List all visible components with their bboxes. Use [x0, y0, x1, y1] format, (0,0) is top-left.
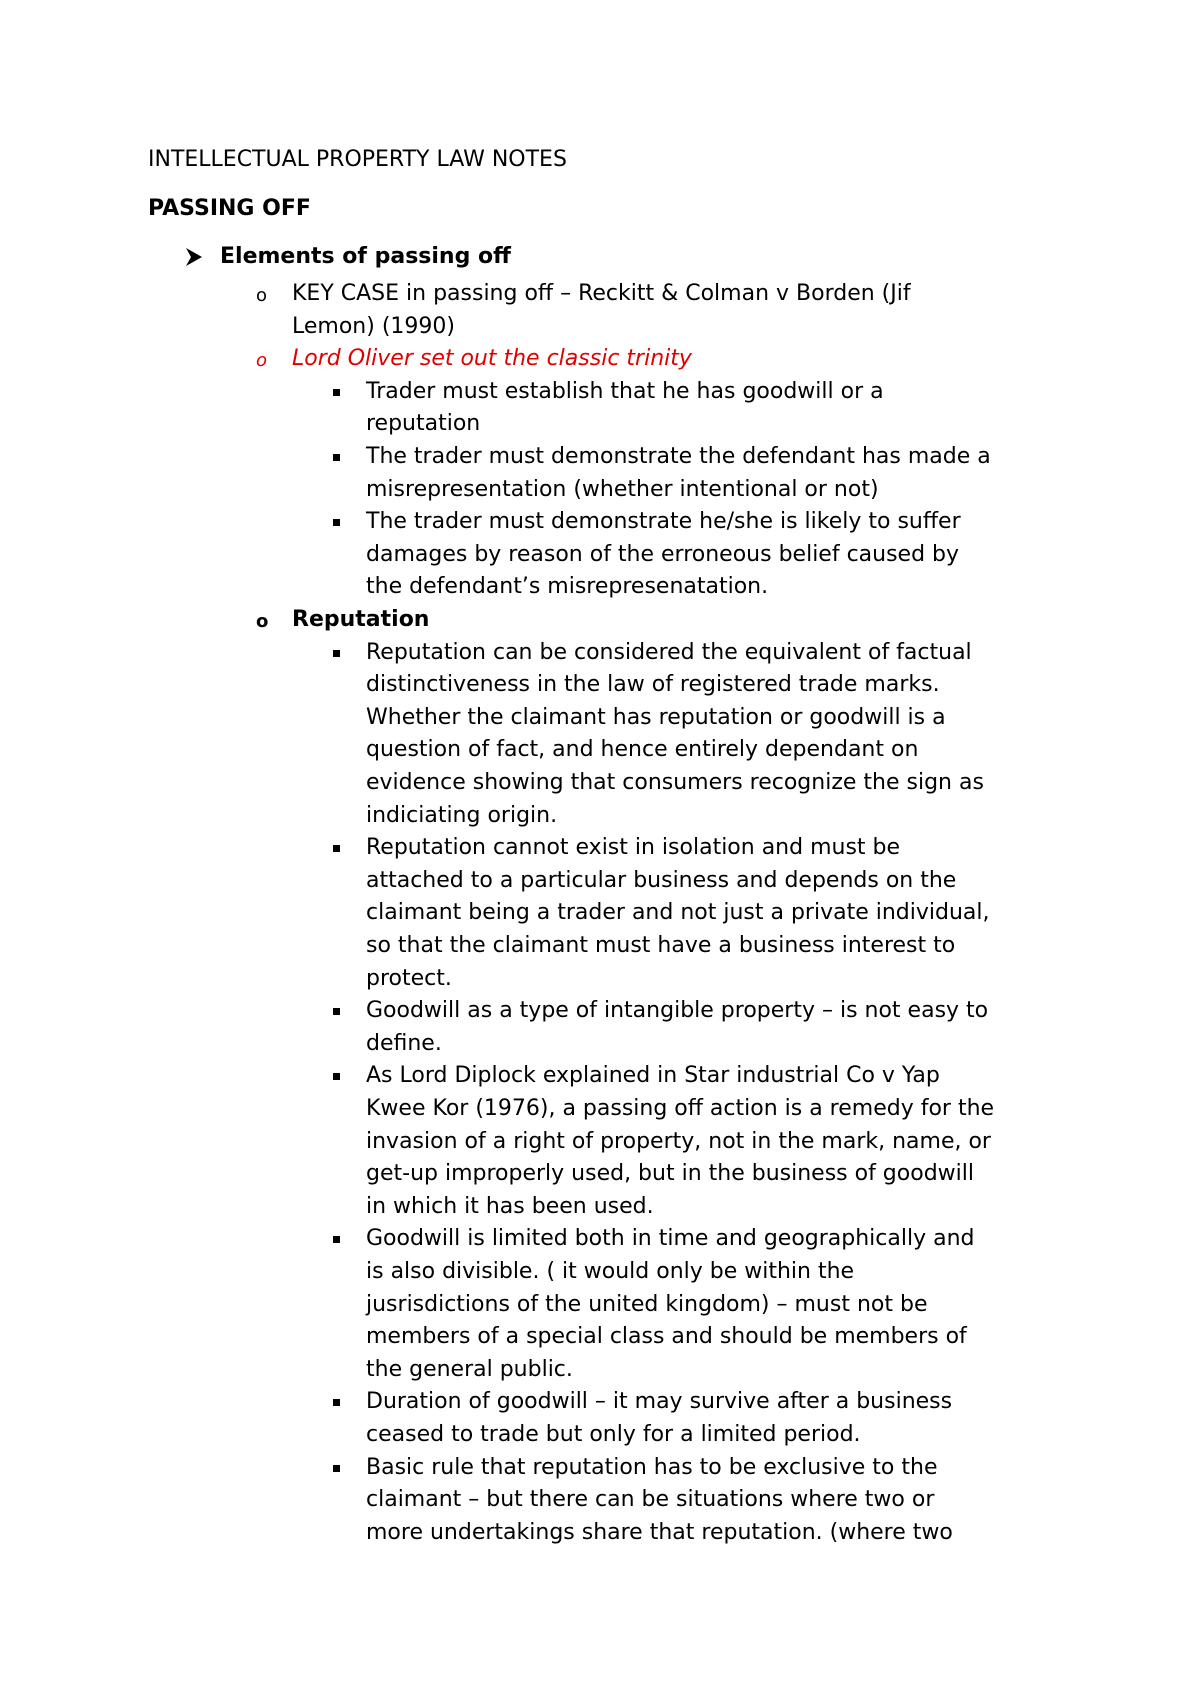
trinity-item-text: The trader must demonstrate the defendant has made a: [366, 444, 991, 469]
document-title: INTELLECTUAL PROPERTY LAW NOTES: [148, 147, 567, 172]
trinity-item-text: The trader must demonstrate he/she is likely to suffer: [366, 509, 961, 535]
reputation-item-text: evidence showing that consumers recognize the sign as: [366, 770, 984, 795]
circle-bullet-icon: o: [256, 611, 269, 632]
reputation-item-text: more undertakings share that reputation. (where two: [366, 1519, 953, 1545]
reputation-item-text: Reputation cannot exist in isolation and must be: [366, 835, 901, 861]
trinity-item-text: reputation: [366, 411, 481, 437]
reputation-item-text: so that the claimant must have a business interest to: [366, 933, 956, 958]
square-bullet-icon: [333, 1008, 340, 1015]
reputation-item-text: distinctiveness in the law of registered trade marks.: [366, 672, 940, 698]
reputation-item-text: Basic rule that reputation has to be exclusive to the: [366, 1454, 938, 1480]
reputation-item-text: Duration of goodwill – it may survive after a business: [366, 1389, 953, 1415]
trinity-item-text: misrepresentation (whether intentional or not): [366, 476, 879, 502]
reputation-item-text: Reputation can be considered the equivalent of factual: [366, 639, 972, 665]
trinity-item-text: damages by reason of the erroneous belief caused by: [366, 541, 960, 567]
reputation-item-text: ceased to trade but only for a limited period.: [366, 1422, 861, 1447]
square-bullet-icon: [333, 845, 340, 852]
reputation-item-text: question of fact, and hence entirely dependant on: [366, 737, 919, 763]
circle-bullet-icon: o: [256, 285, 268, 306]
level2-item-text: Lemon) (1990): [292, 313, 455, 339]
reputation-item-text: protect.: [366, 965, 452, 991]
square-bullet-icon: [333, 519, 340, 526]
square-bullet-icon: [333, 1073, 340, 1080]
reputation-heading: Reputation: [292, 607, 430, 632]
reputation-item-text: jusrisdictions of the united kingdom) – must not be: [366, 1291, 928, 1317]
reputation-item-text: is also divisible. ( it would only be within the: [366, 1259, 855, 1284]
reputation-item-text: members of a special class and should be members of: [366, 1324, 967, 1350]
reputation-item-text: Goodwill is limited both in time and geographically and: [366, 1226, 975, 1252]
reputation-item-text: claimant – but there can be situations where two or: [366, 1487, 935, 1513]
trinity-item-text: Trader must establish that he has goodwill or a: [366, 378, 884, 404]
level1-label: Elements of passing off: [220, 244, 511, 269]
reputation-item-text: invasion of a right of property, not in the mark, name, or: [366, 1128, 991, 1154]
level2-item-text: KEY CASE in passing off – Reckitt & Colman v Borden (Jif: [292, 281, 911, 306]
square-bullet-icon: [333, 650, 340, 657]
reputation-item-text: Kwee Kor (1976), a passing off action is a remedy for the: [366, 1096, 995, 1121]
reputation-item-text: in which it has been used.: [366, 1193, 654, 1219]
section-heading: PASSING OFF: [148, 196, 311, 221]
reputation-item-text: define.: [366, 1030, 442, 1056]
reputation-item-text: indiciating origin.: [366, 802, 558, 828]
reputation-item-text: get-up improperly used, but in the business of goodwill: [366, 1161, 974, 1187]
square-bullet-icon: [333, 1399, 340, 1406]
reputation-item-text: the general public.: [366, 1356, 573, 1382]
reputation-item-text: attached to a particular business and depends on the: [366, 867, 957, 893]
reputation-item-text: Goodwill as a type of intangible property – is not easy to: [366, 998, 989, 1024]
square-bullet-icon: [333, 454, 340, 461]
trinity-item-text: the defendant’s misrepresenatation.: [366, 574, 769, 600]
reputation-item-text: Whether the claimant has reputation or goodwill is a: [366, 704, 946, 730]
level2-item-text: Lord Oliver set out the classic trinity: [292, 346, 692, 372]
square-bullet-icon: [333, 1236, 340, 1243]
square-bullet-icon: [333, 389, 340, 396]
reputation-item-text: As Lord Diplock explained in Star industrial Co v Yap: [366, 1063, 940, 1089]
arrowhead-bullet-icon: [184, 246, 204, 268]
reputation-item-text: claimant being a trader and not just a private individual,: [366, 900, 990, 926]
square-bullet-icon: [333, 1465, 340, 1472]
circle-bullet-icon: o: [256, 350, 268, 372]
